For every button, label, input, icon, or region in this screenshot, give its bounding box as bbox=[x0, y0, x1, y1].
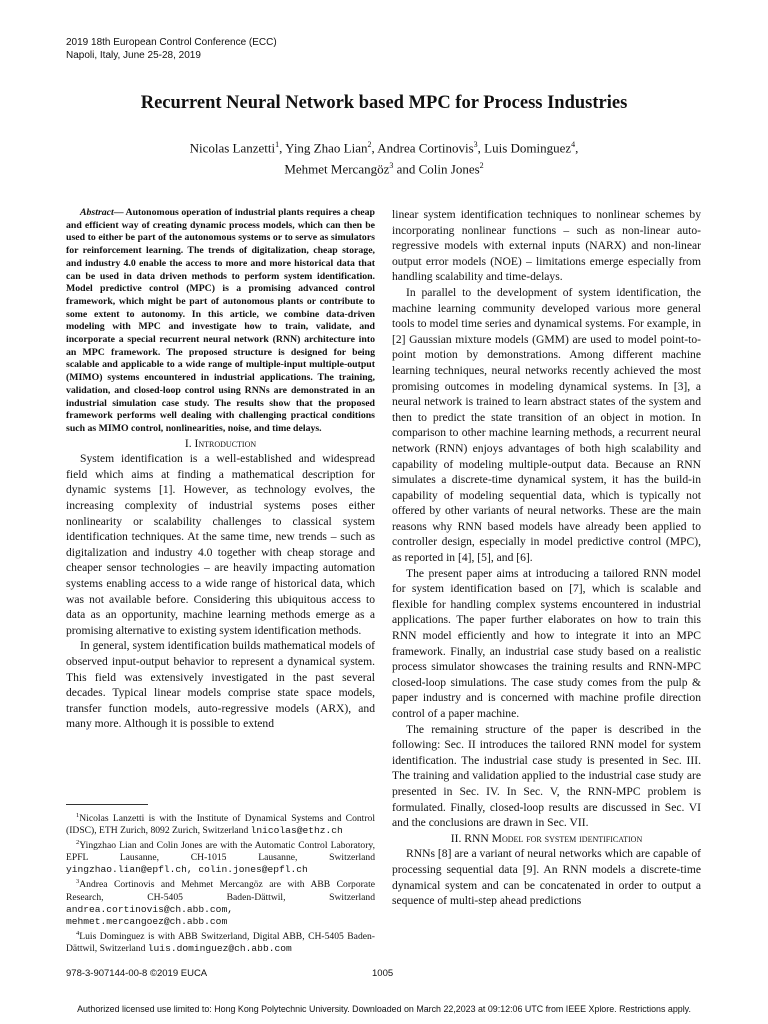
page-number: 1005 bbox=[372, 968, 394, 979]
section-number: II. bbox=[450, 831, 465, 845]
abstract-text: Autonomous operation of industrial plants requires a cheap and efficient way of creating dynamic process models, which can then be used to either be part of the autonomous systems or to serve as simulators for reinforcement learning. The trends of digitalization, cheap storage, and industry 4.0 enable the access to more and more historical data that can be used in data driven methods to perform system identification. Model predictive control (MPC) is a promising advanced control framework, which might be part of autonomous plants or contribute to some extent to autonomy. In this article, we combine data-driven modeling with MPC and investigate how to train, validate, and incorporate a special recurrent neural network (RNN) architecture into an MPC framework. The proposed structure is designed for being scalable and applicable to a wide range of multiple-input multiple-output (MIMO) systems encountered in industrial applications. The training, validation, and closed-loop control using RNNs are demonstrated in an industrial simulation case study. The results show that the proposed framework performs well dealing with challenging practical conditions such as MIMO control, nonlinearities, noise, and time delays. bbox=[66, 207, 375, 434]
affiliation-marker: 4 bbox=[571, 140, 576, 149]
affiliation-marker: 3 bbox=[473, 140, 478, 149]
affiliation-marker: 3 bbox=[389, 161, 394, 171]
author-name: and Colin Jones bbox=[393, 161, 480, 177]
section-heading-rnn-model bbox=[392, 831, 701, 847]
right-column bbox=[392, 207, 701, 909]
footnotes bbox=[66, 810, 375, 955]
paragraph: The present paper aims at introducing a tailored RNN model for system identification based on [7], which is scalable and flexible for handling complex systems encountered in industrial applications. The paper further elaborates on how to train this RNN model efficiently and how to integrate it into an MPC framework. Finally, an industrial case study based on a realistic process simulator showcases the training results and RNN-MPC closed-loop simulations. The case study comes from the pulp & paper industry and is concerned with machine profile direction control of a paper machine. bbox=[392, 566, 701, 720]
paragraph: The remaining structure of the paper is described in the following: Sec. II introduces the tailored RNN model for system identification. The industrial case study is presented in Sec. III. The training and validation applied to the industrial case study are presented in Sec. IV. In Sec. V, the RNN-MPC problem is formulated. Finally, closed-loop results are discussed in Sec. VI and the conclusions are drawn in Sec. VII. bbox=[392, 722, 701, 830]
paragraph: linear system identification techniques to nonlinear schemes by incorporating nonlinear functions – such as non-linear auto-regressive models with external inputs (NARX) and non-linear output error models (NOE) – limitations emerge especially from handling scalability and time-delays. bbox=[392, 208, 701, 284]
license-notice: Authorized licensed use limited to: Hong Kong Polytechnic University. Downloaded on March 22,2023 at 09:12:06 UTC from IEEE Xplore. Restrictions apply. bbox=[77, 1004, 691, 1014]
author-name: , Andrea Cortinovis bbox=[371, 140, 474, 156]
section-title: Introduction bbox=[194, 436, 257, 450]
author-name: Nicolas Lanzetti bbox=[189, 140, 276, 156]
author-name: Mehmet Mercangöz bbox=[284, 161, 390, 177]
footnote-rule bbox=[66, 804, 148, 805]
section-heading-introduction bbox=[66, 436, 375, 452]
author-line-1 bbox=[90, 136, 678, 157]
author-line-2 bbox=[90, 157, 678, 178]
abstract bbox=[66, 207, 375, 436]
email-link[interactable]: luis.dominguez@ch.abb.com bbox=[147, 942, 292, 954]
abstract-dash: — bbox=[113, 207, 126, 218]
paragraph: In parallel to the development of system identification, the machine learning community developed various more general tools to model time series and dynamical systems. For example, in [2] Gaussian mixture models (GMM) are used to model point-to-point motion by demonstrations. Among different machine learning techniques, neural networks recently achieved the most promising outcomes in modeling dynamical systems. In [3], a neural network is trained to learn abstract states of the system and then to predict the state transition of an object in motion. In comparison to other machine learning methods, a recurrent neural network (RNN) enjoys advantages of both high scalability and capability of modeling multiple-output data. Because an RNN simulates a discrete-time dynamical system, it has the build-in capability of modeling sequential data, which is typically not offered by other variants of neural networks. These are the main reasons why RNN based models have already been applied to controller design, especially in model predictive control (MPC), as reported in [4], [5], and [6]. bbox=[392, 285, 701, 565]
email-link[interactable]: lnicolas@ethz.ch bbox=[250, 825, 343, 837]
affiliation-marker: 2 bbox=[367, 140, 372, 149]
email-link[interactable]: yingzhao.lian@epfl.ch, colin.jones@epfl.ch bbox=[66, 864, 308, 876]
paragraph: System identification is a well-established and widespread field which aims at finding a mathematical description for dynamic systems [1]. However, as technology evolves, the increasing complexity of industrial systems poses either nonlinearity or scalability challenges to classical system identification techniques. At the same time, new trends – such as digitalization and industry 4.0 together with cheap storage and cheaper sensor technologies – are heavily impacting automation systems enabling access to a wide range of historical data, which was not available before. Considering this ubiquitous access to data as an opportunity, machine learning methods emerge as a promising alternative to existing system identification methods. bbox=[66, 452, 375, 637]
author-list bbox=[90, 136, 678, 179]
author-name: , Ying Zhao Lian bbox=[279, 140, 368, 156]
affiliation-marker: 1 bbox=[275, 140, 280, 149]
section-number: I. bbox=[184, 436, 195, 450]
abstract-lead: Abstract bbox=[80, 207, 114, 218]
conference-name: 2019 18th European Control Conference (ECC) bbox=[66, 37, 277, 48]
section-title: RNN Model for system identification bbox=[464, 831, 643, 845]
conference-location: Napoli, Italy, June 25-28, 2019 bbox=[66, 50, 201, 61]
author-name: , Luis Dominguez bbox=[477, 140, 572, 156]
author-separator: , bbox=[575, 140, 579, 156]
footer-isbn: 978-3-907144-00-8 ©2019 EUCA bbox=[66, 968, 208, 979]
paragraph: RNNs [8] are a variant of neural networks which are capable of processing sequential data [9]. An RNN models a discrete-time dynamical system and can be concatenated in order to output a sequence of multi-step ahead predictions bbox=[392, 847, 701, 908]
paragraph: In general, system identification builds mathematical models of observed input-output behavior to represent a dynamical system. This field was extensively investigated in the past several decades. Typical linear models comprise state space models, transfer function models, auto-regressive models (ARX), and many more. Although it is possible to extend bbox=[66, 639, 375, 731]
footnote: $^3$Andrea Cortinovis and Mehmet Mercangöz are with ABB Corporate Research, CH-5405 Baden-Dättwil, Switzerland andrea.cortinovis@ch.abb.com, mehmet.mercangoez@ch.abb.com bbox=[66, 878, 375, 927]
left-column bbox=[66, 207, 375, 732]
footnote: $^2$Yingzhao Lian and Colin Jones are with the Automatic Control Laboratory, EPFL Lausanne, CH-1015 Lausanne, Switzerland yingzhao.lian@epfl.ch, colin.jones@epfl.ch bbox=[66, 839, 375, 876]
footnote: $^4$Luis Dominguez is with ABB Switzerland, Digital ABB, CH-5405 Baden-Dättwil, Switzerland luis.dominguez@ch.abb.com bbox=[66, 929, 375, 954]
paper-title: Recurrent Neural Network based MPC for Process Industries bbox=[140, 93, 628, 113]
conference-header bbox=[66, 36, 277, 62]
footnote: $^1$Nicolas Lanzetti is with the Institute of Dynamical Systems and Control (IDSC), ETH Zurich, 8092 Zurich, Switzerland lnicolas@ethz.ch bbox=[66, 812, 375, 837]
affiliation-marker: 2 bbox=[479, 161, 484, 171]
email-link[interactable]: andrea.cortinovis@ch.abb.com, mehmet.mercangoez@ch.abb.com bbox=[66, 903, 233, 927]
